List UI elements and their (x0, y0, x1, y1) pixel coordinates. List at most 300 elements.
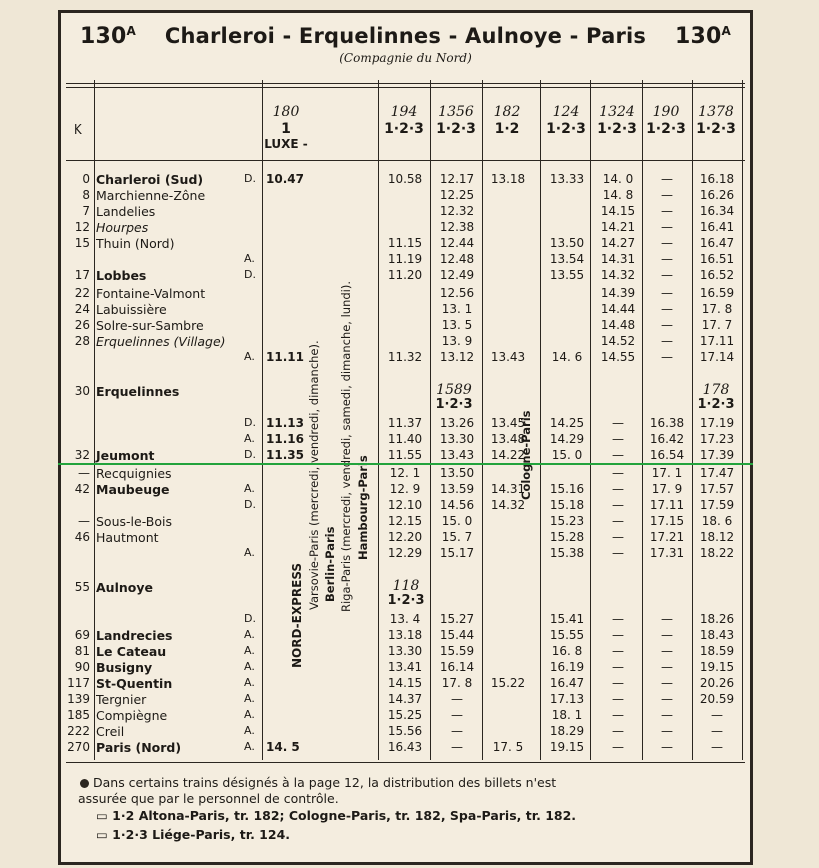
station-name: Erquelinnes (96, 384, 180, 399)
time-cell: 11.35 (266, 448, 304, 462)
time-cell: 14. 5 (266, 740, 300, 754)
green-marker-line (58, 463, 753, 465)
time-cell: 13.48 (490, 432, 526, 446)
time-cell: 16.52 (699, 268, 735, 282)
time-cell: 12.48 (439, 252, 475, 266)
arr-dep-marker: A. (244, 740, 255, 753)
train-118-class: 1·2·3 (387, 593, 425, 608)
time-cell: 14.55 (600, 350, 636, 364)
station-name: Le Cateau (96, 644, 167, 659)
varsovie-paris-label: Varsovie-Paris (mercredi, vendredi, dimanche). (307, 340, 321, 610)
time-cell: — (661, 334, 673, 348)
train-class: 1 (281, 121, 291, 137)
km-value: 270 (67, 740, 90, 754)
station-name: Maubeuge (96, 482, 170, 497)
station-name: Labuissière (96, 302, 167, 317)
km-value: 17 (74, 268, 90, 282)
column-rule (742, 80, 743, 760)
time-cell: 12.38 (439, 220, 475, 234)
km-value: 55 (74, 580, 90, 594)
time-cell: — (451, 708, 463, 722)
company-subtitle: (Compagnie du Nord) (339, 51, 472, 65)
km-value: 15 (74, 236, 90, 250)
time-cell: 17. 8 (701, 302, 733, 316)
train-number: 194 (390, 104, 418, 120)
column-rule (378, 80, 379, 760)
arr-dep-marker: A. (244, 644, 255, 657)
km-value: 32 (74, 448, 90, 462)
time-cell: 13.50 (439, 466, 475, 480)
time-cell: — (661, 236, 673, 250)
station-name: Landelies (96, 204, 156, 219)
arr-dep-marker: D. (244, 448, 256, 461)
time-cell: 12.29 (387, 546, 423, 560)
train-class: 1·2·3 (646, 121, 686, 137)
time-cell: — (612, 628, 624, 642)
train-class: 1·2·3 (546, 121, 586, 137)
station-name: Tergnier (96, 692, 147, 707)
time-cell: 15. 0 (441, 514, 473, 528)
time-cell: — (612, 612, 624, 626)
time-cell: 15. 7 (441, 530, 473, 544)
time-cell: — (661, 644, 673, 658)
km-value: 24 (74, 302, 90, 316)
time-cell: 13.45 (490, 416, 526, 430)
time-cell: 14. 6 (551, 350, 583, 364)
time-cell: 17.13 (549, 692, 585, 706)
time-cell: 13.30 (387, 644, 423, 658)
time-cell: 15.25 (387, 708, 423, 722)
arr-dep-marker: D. (244, 498, 256, 511)
train-number: 190 (652, 104, 680, 120)
train-number: 124 (552, 104, 580, 120)
time-cell: 15.59 (439, 644, 475, 658)
time-cell: 12. 1 (389, 466, 421, 480)
time-cell: — (661, 628, 673, 642)
time-cell: 19.15 (699, 660, 735, 674)
time-cell: 10.58 (387, 172, 423, 186)
time-cell: 13.12 (439, 350, 475, 364)
time-cell: — (612, 546, 624, 560)
km-value: 69 (74, 628, 90, 642)
page-title (58, 24, 753, 48)
station-name: Compiègne (96, 708, 168, 723)
time-cell: 14.56 (439, 498, 475, 512)
time-cell: — (661, 286, 673, 300)
time-cell: — (451, 692, 463, 706)
time-cell: 16.41 (699, 220, 735, 234)
train-number: 180 (272, 104, 300, 120)
time-cell: 14.52 (600, 334, 636, 348)
time-cell: 16.47 (699, 236, 735, 250)
time-cell: 12.15 (387, 514, 423, 528)
station-name: Sous-le-Bois (96, 514, 172, 529)
time-cell: 20.26 (699, 676, 735, 690)
time-cell: 13. 5 (441, 318, 473, 332)
arr-dep-marker: A. (244, 482, 255, 495)
time-cell: 13. 9 (441, 334, 473, 348)
time-cell: — (612, 514, 624, 528)
train-178-class: 1·2·3 (697, 397, 735, 412)
time-cell: 12.49 (439, 268, 475, 282)
time-cell: 13.33 (549, 172, 585, 186)
time-cell: 14.39 (600, 286, 636, 300)
time-cell: 16.34 (699, 204, 735, 218)
time-cell: 11.13 (266, 416, 304, 430)
time-cell: — (661, 302, 673, 316)
time-cell: 17.23 (699, 432, 735, 446)
time-cell: 18.12 (699, 530, 735, 544)
arr-dep-marker: D. (244, 172, 256, 185)
time-cell: 16.19 (549, 660, 585, 674)
station-name: Marchienne-Zône (96, 188, 206, 203)
train-class: 1·2·3 (384, 121, 424, 137)
time-cell: 12.32 (439, 204, 475, 218)
time-cell: 15.17 (439, 546, 475, 560)
time-cell: 11.16 (266, 432, 304, 446)
berlin-paris-label: Berlin-Paris (323, 526, 337, 602)
restricted-ticket-icon (80, 779, 89, 788)
station-name: Busigny (96, 660, 153, 675)
time-cell: 16. 8 (551, 644, 583, 658)
time-cell: 14.31 (600, 252, 636, 266)
station-name: Aulnoye (96, 580, 153, 595)
time-cell: 15.38 (549, 546, 585, 560)
time-cell: 11.11 (266, 350, 304, 364)
arr-dep-marker: A. (244, 546, 255, 559)
time-cell: 14.32 (490, 498, 526, 512)
route-title: Charleroi - Erquelinnes - Aulnoye - Paris (164, 24, 647, 48)
time-cell: 18.22 (699, 546, 735, 560)
time-cell: 17.14 (699, 350, 735, 364)
time-cell: 14.22 (490, 448, 526, 462)
table-number-left: $130^A$ (80, 24, 137, 49)
time-cell: 18.59 (699, 644, 735, 658)
train-number: 1378 (698, 104, 734, 120)
train-class: 1·2·3 (436, 121, 476, 137)
km-value: 12 (74, 220, 90, 234)
station-name: Hourpes (96, 220, 149, 235)
arr-dep-marker: A. (244, 676, 255, 689)
time-cell: 13.54 (549, 252, 585, 266)
train-178-number: 178 (702, 382, 730, 398)
time-cell: 12.10 (387, 498, 423, 512)
station-name: Charleroi (Sud) (96, 172, 204, 187)
time-cell: 17.39 (699, 448, 735, 462)
arr-dep-marker: A. (244, 432, 255, 445)
km-value: 81 (74, 644, 90, 658)
time-cell: — (612, 692, 624, 706)
arr-dep-marker: A. (244, 660, 255, 673)
time-cell: 18.43 (699, 628, 735, 642)
km-value: 42 (74, 482, 90, 496)
arr-dep-marker: A. (244, 692, 255, 705)
time-cell: 15.23 (549, 514, 585, 528)
time-cell: 15.16 (549, 482, 585, 496)
time-cell: 13. 1 (441, 302, 473, 316)
time-cell: 17.11 (699, 334, 735, 348)
time-cell: 17. 8 (441, 676, 473, 690)
arr-dep-marker: A. (244, 708, 255, 721)
station-name: Paris (Nord) (96, 740, 182, 755)
km-value: 222 (67, 724, 90, 738)
arr-dep-marker: A. (244, 350, 255, 363)
time-cell: 16.51 (699, 252, 735, 266)
time-cell: — (711, 740, 723, 754)
station-name: St-Quentin (96, 676, 173, 691)
time-cell: 11.15 (387, 236, 423, 250)
km-value: 0 (82, 172, 90, 186)
time-cell: — (612, 498, 624, 512)
arr-dep-marker: A. (244, 628, 255, 641)
train-1589-number: 1589 (436, 382, 472, 398)
column-rule (94, 80, 95, 760)
time-cell: 17.15 (649, 514, 685, 528)
time-cell: — (612, 416, 624, 430)
train-number: 1324 (599, 104, 635, 120)
time-cell: — (612, 432, 624, 446)
arr-dep-marker: A. (244, 252, 255, 265)
time-cell: — (661, 204, 673, 218)
time-cell: 13.59 (439, 482, 475, 496)
km-value: 22 (74, 286, 90, 300)
time-cell: 19.15 (549, 740, 585, 754)
train-class: 1·2·3 (696, 121, 736, 137)
train-number: 182 (493, 104, 521, 120)
station-name: Creil (96, 724, 125, 739)
time-cell: 12.17 (439, 172, 475, 186)
time-cell: — (661, 318, 673, 332)
time-cell: 14.25 (549, 416, 585, 430)
time-cell: 13.43 (439, 448, 475, 462)
time-cell: — (661, 350, 673, 364)
time-cell: 15.28 (549, 530, 585, 544)
km-value: 28 (74, 334, 90, 348)
time-cell: 15.55 (549, 628, 585, 642)
header-rule-bottom (66, 160, 745, 161)
train-1589-class: 1·2·3 (435, 397, 473, 412)
km-value: 46 (74, 530, 90, 544)
station-name: Landrecies (96, 628, 173, 643)
time-cell: 11.20 (387, 268, 423, 282)
time-cell: 12.20 (387, 530, 423, 544)
time-cell: — (661, 692, 673, 706)
time-cell: — (612, 724, 624, 738)
time-cell: 12.56 (439, 286, 475, 300)
km-value: 26 (74, 318, 90, 332)
dining-car-icon: ▭ (96, 827, 108, 842)
km-value: 185 (67, 708, 90, 722)
station-name: Recquignies (96, 466, 172, 481)
time-cell: — (612, 482, 624, 496)
train-118-number: 118 (392, 578, 420, 594)
column-rule (430, 80, 431, 760)
station-name: Fontaine-Valmont (96, 286, 206, 301)
km-value: 139 (67, 692, 90, 706)
time-cell: 12.25 (439, 188, 475, 202)
time-cell: 17.21 (649, 530, 685, 544)
note-line-2: assurée que par le personnel de contrôle. (78, 791, 339, 806)
station-name: Solre-sur-Sambre (96, 318, 204, 333)
time-cell: — (612, 676, 624, 690)
time-cell: 11.32 (387, 350, 423, 364)
time-cell: 17.11 (649, 498, 685, 512)
table-rule-bottom (66, 762, 745, 763)
time-cell: 14.29 (549, 432, 585, 446)
time-cell: 10.47 (266, 172, 304, 186)
time-cell: 11.37 (387, 416, 423, 430)
time-cell: 16.14 (439, 660, 475, 674)
time-cell: — (661, 708, 673, 722)
station-name: Hautmont (96, 530, 159, 545)
time-cell: — (661, 612, 673, 626)
time-cell: — (661, 660, 673, 674)
time-cell: 15.41 (549, 612, 585, 626)
time-cell: — (661, 724, 673, 738)
time-cell: 15.18 (549, 498, 585, 512)
km-value: — (78, 466, 90, 480)
train-luxe-label: LUXE - (264, 137, 308, 151)
time-cell: 17.57 (699, 482, 735, 496)
time-cell: — (711, 708, 723, 722)
table-number-right: $130^A$ (674, 24, 731, 49)
train-class: 1·2 (494, 121, 520, 137)
km-value: 7 (82, 204, 90, 218)
cologne-paris-label: Cologne-Paris (519, 410, 533, 500)
time-cell: 13.55 (549, 268, 585, 282)
time-cell: — (612, 466, 624, 480)
header-rule-top-2 (66, 87, 745, 88)
time-cell: — (612, 448, 624, 462)
time-cell: 20.59 (699, 692, 735, 706)
time-cell: 17. 5 (492, 740, 524, 754)
time-cell: 16.42 (649, 432, 685, 446)
time-cell: 15.27 (439, 612, 475, 626)
time-cell: 13.50 (549, 236, 585, 250)
note-line-4: ▭ 1·2·3 Liége-Paris, tr. 124. (96, 827, 291, 842)
time-cell: — (451, 724, 463, 738)
time-cell: 14.44 (600, 302, 636, 316)
time-cell: 17.59 (699, 498, 735, 512)
time-cell: 14.15 (600, 204, 636, 218)
time-cell: 18. 1 (551, 708, 583, 722)
time-cell: 13.18 (490, 172, 526, 186)
column-rule (540, 80, 541, 760)
time-cell: 13. 4 (389, 612, 421, 626)
time-cell: 15. 0 (551, 448, 583, 462)
time-cell: 14.31 (490, 482, 526, 496)
time-cell: 13.41 (387, 660, 423, 674)
km-value: 30 (74, 384, 90, 398)
time-cell: 17.31 (649, 546, 685, 560)
time-cell: 15.44 (439, 628, 475, 642)
time-cell: 12.44 (439, 236, 475, 250)
time-cell: 18.29 (549, 724, 585, 738)
time-cell: 14.21 (600, 220, 636, 234)
note-line-3: ▭ 1·2 Altona-Paris, tr. 182; Cologne-Paris, tr. 182, Spa-Paris, tr. 182. (96, 808, 577, 823)
km-value: — (78, 514, 90, 528)
time-cell: 17.19 (699, 416, 735, 430)
km-value: 8 (82, 188, 90, 202)
train-number: 1356 (438, 104, 474, 120)
time-cell: 13.26 (439, 416, 475, 430)
time-cell: 17. 9 (651, 482, 683, 496)
sleeping-car-icon: ▭ (96, 808, 108, 823)
time-cell: 16.59 (699, 286, 735, 300)
time-cell: 14.15 (387, 676, 423, 690)
arr-dep-marker: D. (244, 268, 256, 281)
time-cell: — (661, 252, 673, 266)
time-cell: 11.19 (387, 252, 423, 266)
km-header: K (74, 123, 82, 138)
time-cell: 14. 0 (602, 172, 634, 186)
time-cell: — (661, 188, 673, 202)
time-cell: 11.55 (387, 448, 423, 462)
time-cell: 16.54 (649, 448, 685, 462)
time-cell: 17. 7 (701, 318, 733, 332)
time-cell: 15.56 (387, 724, 423, 738)
nord-express-label: NORD-EXPRESS (290, 562, 304, 668)
time-cell: 13.30 (439, 432, 475, 446)
time-cell: — (451, 740, 463, 754)
time-cell: 17.47 (699, 466, 735, 480)
time-cell: — (612, 708, 624, 722)
time-cell: — (661, 676, 673, 690)
time-cell: 11.40 (387, 432, 423, 446)
time-cell: — (711, 724, 723, 738)
time-cell: 13.18 (387, 628, 423, 642)
km-value: 90 (74, 660, 90, 674)
time-cell: — (661, 740, 673, 754)
arr-dep-marker: D. (244, 612, 256, 625)
km-value: 117 (67, 676, 90, 690)
time-cell: 15.22 (490, 676, 526, 690)
time-cell: 16.26 (699, 188, 735, 202)
time-cell: 14.48 (600, 318, 636, 332)
time-cell: 13.43 (490, 350, 526, 364)
time-cell: 17. 1 (651, 466, 683, 480)
time-cell: 16.38 (649, 416, 685, 430)
station-name: Jeumont (96, 448, 155, 463)
time-cell: — (612, 644, 624, 658)
station-name: Erquelinnes (Village) (96, 334, 226, 349)
station-name: Thuin (Nord) (96, 236, 175, 251)
arr-dep-marker: A. (244, 724, 255, 737)
column-rule (262, 80, 263, 760)
train-class: 1·2·3 (597, 121, 637, 137)
hambourg-paris-label: Hambourg-Paris (356, 455, 370, 560)
time-cell: 18.26 (699, 612, 735, 626)
time-cell: — (661, 268, 673, 282)
time-cell: — (612, 740, 624, 754)
time-cell: 12. 9 (389, 482, 421, 496)
riga-paris-label: Riga-Paris (mercredi, vendredi, samedi, dimanche, lundi). (339, 280, 353, 612)
time-cell: 14.27 (600, 236, 636, 250)
time-cell: — (612, 660, 624, 674)
note-line-1: Dans certains trains désignés à la page 12, la distribution des billets n'est (78, 775, 556, 790)
arr-dep-marker: D. (244, 416, 256, 429)
time-cell: — (661, 220, 673, 234)
time-cell: 14.32 (600, 268, 636, 282)
time-cell: 16.47 (549, 676, 585, 690)
time-cell: 18. 6 (701, 514, 733, 528)
time-cell: 14.37 (387, 692, 423, 706)
station-name: Lobbes (96, 268, 147, 283)
time-cell: 14. 8 (602, 188, 634, 202)
header-rule-top (66, 83, 745, 84)
time-cell: — (661, 172, 673, 186)
time-cell: 16.18 (699, 172, 735, 186)
